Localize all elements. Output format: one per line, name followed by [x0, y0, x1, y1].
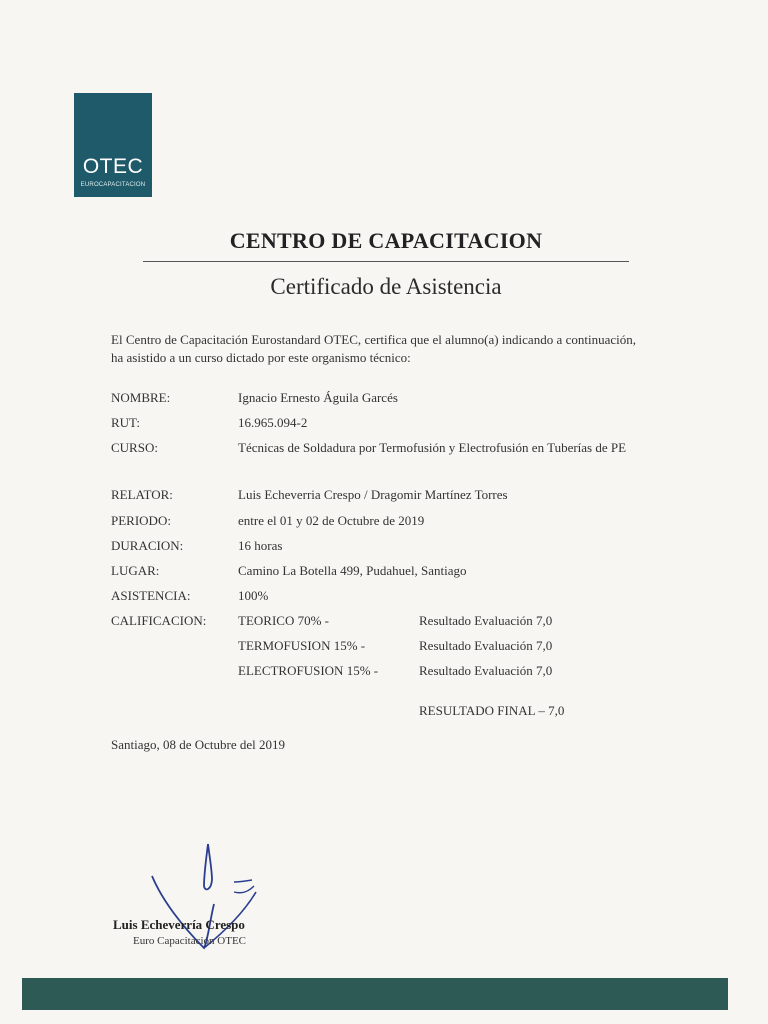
relator-value: Luis Echeverria Crespo / Dragomir Martínez Torres: [238, 487, 508, 502]
title-divider: [143, 261, 629, 262]
signatory-name: Luis Echeverría Crespo: [113, 917, 245, 932]
footer-bar: [22, 978, 728, 1010]
lugar-label: LUGAR:: [111, 563, 160, 578]
document-title: CENTRO DE CAPACITACION: [229, 228, 543, 253]
periodo-value: entre el 01 y 02 de Octubre de 2019: [238, 513, 425, 528]
lugar-value: Camino La Botella 499, Pudahuel, Santiago: [238, 563, 467, 578]
otec-logo: [74, 93, 152, 197]
grade-item-termofusion: TERMOFUSION 15% -: [238, 638, 366, 653]
asistencia-value: 100%: [238, 588, 269, 603]
grade-item-teorico: TEORICO 70% -: [238, 613, 329, 628]
grade-result-electrofusion: Resultado Evaluación 7,0: [419, 663, 553, 678]
rut-label: RUT:: [111, 415, 140, 430]
curso-label: CURSO:: [111, 440, 158, 455]
logo-subtext: EUROCAPACITACION: [80, 182, 146, 188]
rut-value: 16.965.094-2: [238, 415, 308, 430]
document-subtitle: Certificado de Asistencia: [270, 274, 502, 299]
intro-paragraph: El Centro de Capacitación Eurostandard OTEC, certifica que el alumno(a) indicando a continuación, ha asistido a un curso dictado por este organismo técnico:: [111, 332, 636, 365]
logo-text: OTEC: [82, 155, 144, 178]
grade-result-teorico: Resultado Evaluación 7,0: [419, 613, 553, 628]
nombre-value: Ignacio Ernesto Águila Garcés: [238, 390, 398, 405]
grade-result-termofusion: Resultado Evaluación 7,0: [419, 638, 553, 653]
calificacion-label: CALIFICACION:: [111, 613, 207, 628]
duracion-label: DURACION:: [111, 538, 184, 553]
nombre-label: NOMBRE:: [111, 390, 171, 405]
issue-date: Santiago, 08 de Octubre del 2019: [111, 737, 286, 752]
asistencia-label: ASISTENCIA:: [111, 588, 191, 603]
final-result: RESULTADO FINAL – 7,0: [419, 703, 565, 718]
periodo-label: PERIODO:: [111, 513, 171, 528]
signatory-organization: Euro Capacitación OTEC: [133, 935, 247, 947]
curso-value: Técnicas de Soldadura por Termofusión y Electrofusión en Tuberías de PE: [238, 440, 627, 455]
grade-item-electrofusion: ELECTROFUSION 15% -: [238, 663, 379, 678]
relator-label: RELATOR:: [111, 487, 173, 502]
duracion-value: 16 horas: [238, 538, 283, 553]
